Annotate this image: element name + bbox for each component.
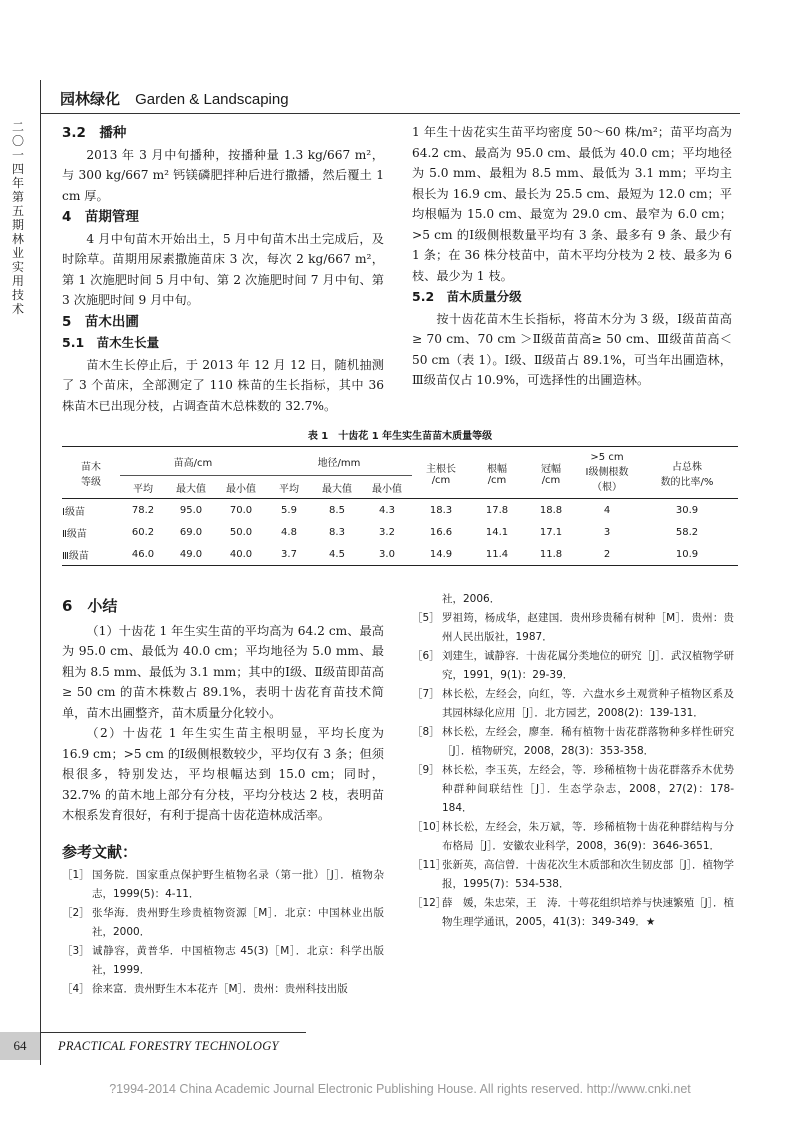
reference-item [62,980,384,999]
growth-stats-text: 1 年生十齿花实生苗平均密度 50～60 株/m²；苗平均高为 64.2 cm、最高为 95.0 cm、最低为 40.0 cm；平均地径为 5.0 mm、最粗为 8.5 mm、最低为 3.1 mm；平均主根长为 16.9 cm、最长为 25.5 cm、最短为 12.0 cm；平均根幅为 15.0 cm、最宽为 29.0 cm、最窄为 6.0 cm；>5 cm 的Ⅰ级侧根数量平均有 3 条、最多有 9 条、最少有 1 条；在 36 株分枝苗中，苗木平均分枝为 2 枝、最多为 6 枝、最少为 1 枝。 [412,125,732,283]
th-root-width: 根幅 /cm [487,463,507,486]
table-cell: 4.3 [379,504,395,516]
th-sub: 最大值 [176,483,206,495]
table-cell: 8.3 [329,526,345,538]
th-height: 苗高/cm [120,447,266,476]
reference-text: 国务院．国家重点保护野生植物名录（第一批）［J］．植物杂志，1999(5)：4-11． [92,869,384,900]
side-running-title: 二〇一四年第五期 林业实用技术 [11,120,37,316]
reference-item [412,590,734,609]
table-body [62,499,738,566]
th-sub: 最小值 [226,483,256,495]
section-3-2-text: 2013 年 3 月中旬播种，按播种量 1.3 kg/667 m²，与 300 kg/667 m² 钙镁磷肥拌种后进行撒播，然后覆土 1 cm 厚。 [62,147,384,203]
th-grade: 苗木 等级 [81,461,101,488]
th-sub: 平均 [279,483,299,495]
table-cell: 14.9 [429,548,453,560]
section-6-title: 6 小结 [62,597,118,615]
reference-item [412,856,734,894]
reference-number: ［8］ [412,726,440,738]
journal-title-cn: 园林绿化 [60,90,121,108]
table-cell: 4 [603,504,611,516]
th-main-root: 主根长 /cm [426,463,456,486]
table-cell: 70.0 [229,504,253,516]
references-title: 参考文献： [62,842,138,861]
table-cell: 16.6 [429,526,453,538]
table-cell: 30.9 [675,504,699,516]
table-cell: 18.8 [539,504,563,516]
reference-number: ［11］ [412,859,447,871]
reference-text: 张华海．贵州野生珍贵植物资源［M］．北京：中国林业出版社，2000． [92,907,384,938]
section-5-2-title: 5.2 苗木质量分级 [412,289,522,304]
table-cell: 40.0 [229,548,253,560]
reference-number: ［6］ [412,650,440,662]
table-cell: 46.0 [131,548,155,560]
section-3-2-title: 3.2 播种 [62,125,127,141]
table-cell: 3 [603,526,611,538]
quality-grade-table [62,446,738,566]
reference-text: 林长松，左经会，向红，等．六盘水乡土观赏种子植物区系及其园林绿化应用［J］．北方园艺，2008(2)：139-131． [442,688,734,719]
section-4-title: 4 苗期管理 [62,209,139,225]
references-right [412,590,734,932]
footer-rule [40,1032,306,1033]
table-row [62,499,738,522]
reference-item [62,866,384,904]
reference-item [62,942,384,980]
table-cell: 4.5 [329,548,345,560]
table-cell: 60.2 [131,526,155,538]
table-cell: 2 [603,548,611,560]
table-cell: 17.1 [539,526,563,538]
table-cell: Ⅱ级苗 [62,528,87,540]
summary-point-2: （2）十齿花 1 年生实生苗主根明显，平均长度为 16.9 cm；>5 cm 的Ⅰ级侧根数较少，平均仅有 3 条；但须根很多，特别发达，平均根幅达到 15.0 cm；同时，32.7% 的苗木地上部分有分枝，平均分枝达 2 枝，表明苗木根系发育很好，有利于提高十齿花造林成活率。 [62,726,384,822]
section-5-2-text: 按十齿花苗木生长指标，将苗木分为 3 级，Ⅰ级苗苗高≥ 70 cm、70 cm ＞Ⅱ级苗苗高≥ 50 cm、Ⅲ级苗苗高＜50 cm（表 1）。Ⅰ级、Ⅱ级苗占 89.1%，可当年出圃造林，Ⅲ级苗仅占 10.9%，可选择性的出圃造林。 [412,311,732,387]
reference-item [412,609,734,647]
table-cell: 3.7 [281,548,297,560]
reference-text: 林长松，左经会，朱万斌，等．珍稀植物十齿花种群结构与分布格局［J］．安徽农业科学，2008，36(9)：3646-3651． [442,821,734,852]
reference-text: 诚静容，黄普华．中国植物志 45(3)［M］．北京：科学出版社，1999． [92,945,384,976]
summary-column [62,592,384,999]
table-cell: 50.0 [229,526,253,538]
reference-text: 张新英，高信曾．十齿花次生木质部和次生韧皮部［J］．植物学报，1995(7)：534-538． [442,859,734,890]
reference-text: 林长松，李玉英，左经会，等．珍稀植物十齿花群落乔木优势种群种间联结性［J］．生态学杂志，2008，27(2)：178-184． [442,764,734,814]
reference-item [412,647,734,685]
table-cell: 5.9 [281,504,297,516]
table-row [62,543,738,566]
summary-point-1: （1）十齿花 1 年生实生苗的平均高为 64.2 cm、最高为 95.0 cm、最低为 40.0 cm；平均地径为 5.0 mm、最粗为 8.5 mm、最低为 3.1 mm；其中的Ⅰ级、Ⅱ级苗即苗高≥ 50 cm 的苗木株数占 89.1%，表明十齿花育苗技术简单，苗木出圃整齐，苗木质量分化较小。 [62,623,384,720]
reference-item [412,685,734,723]
reference-number: ［4］ [62,983,90,995]
reference-text: 罗祖筠，杨成华，赵建国．贵州珍贵稀有树种［M］．贵州：贵州人民出版社，1987． [442,612,734,643]
reference-text: 徐来富．贵州野生木本花卉［M］．贵州：贵州科技出版 [92,983,348,995]
th-sub: 最小值 [372,483,402,495]
th-lateral-roots: >5 cm Ⅰ级侧根数 （根） [585,452,629,493]
left-margin-rule [40,80,41,1065]
reference-text: 社，2006． [442,593,501,605]
table-cell: 69.0 [179,526,203,538]
page-number: 64 [0,1032,40,1060]
table-cell: Ⅲ级苗 [62,550,89,562]
reference-text: 林长松，左经会，廖奎．稀有植物十齿花群落物种多样性研究［J］．植物研究，2008，28(3)：353-358． [442,726,734,757]
references-left [62,866,384,999]
table-cell: 11.4 [485,548,509,560]
table-cell: 4.8 [281,526,297,538]
th-sub: 平均 [133,483,153,495]
section-5-1-title: 5.1 苗木生长量 [62,335,160,350]
section-5-1-text: 苗木生长停止后，于 2013 年 12 月 12 日，随机抽测了 3 个苗床，全部测定了 110 株苗的生长指标，其中 36 株苗木已出现分枝，占调查苗木总株数的 32.7%。 [62,357,384,413]
references-right-column [412,590,734,932]
reference-number: ［9］ [412,764,440,776]
reference-item [412,894,734,932]
table-cell: 14.1 [485,526,509,538]
reference-number: ［7］ [412,688,440,700]
left-column [62,122,384,416]
table-cell: 11.8 [539,548,563,560]
running-header [60,88,289,109]
copyright-line: ?1994-2014 China Academic Journal Electronic Publishing House. All rights reserved. http://www.cnki.net [109,1082,691,1096]
table-cell: 58.2 [675,526,699,538]
table-cell: Ⅰ级苗 [62,506,85,518]
reference-number: ［1］ [62,869,90,881]
reference-item [412,818,734,856]
table-cell: 10.9 [675,548,699,560]
table-cell: 18.3 [429,504,453,516]
reference-number: ［12］ [412,897,447,909]
table-cell: 17.8 [485,504,509,516]
reference-number: ［10］ [412,821,447,833]
table-cell: 78.2 [131,504,155,516]
table-cell: 49.0 [179,548,203,560]
reference-number: ［3］ [62,945,90,957]
reference-item [412,723,734,761]
right-column [412,122,732,391]
section-4-text: 4 月中旬苗木开始出土，5 月中旬苗木出土完成后，及时除草。苗期用尿素撒施苗床 3 次，每次 2 kg/667 m²，第 1 次施肥时间 5 月中旬、第 2 次施肥时间 7 月中旬、第 3 次施肥时间 9 月中旬。 [62,231,384,307]
th-sub: 最大值 [322,483,352,495]
table-row [62,521,738,543]
journal-name-footer: PRACTICAL FORESTRY TECHNOLOGY [58,1039,279,1053]
table-cell: 8.5 [329,504,345,516]
table-cell: 3.2 [379,526,395,538]
table-cell: 95.0 [179,504,203,516]
reference-number: ［2］ [62,907,90,919]
header-rule [40,113,740,114]
table-cell: 3.0 [379,548,395,560]
reference-text: 薛 媛，朱忠荣，王 涛．十萼花组织培养与快速繁殖［J］．植物生理学通讯，2005，41(3)：349-349．★ [442,897,734,928]
reference-text: 刘建生，诚静容．十齿花属分类地位的研究［J］．武汉植物学研究，1991，9(1)：29-39． [442,650,734,681]
reference-item [62,904,384,942]
section-5-title: 5 苗木出圃 [62,313,139,330]
table-caption: 表 1 十齿花 1 年生实生苗苗木质量等级 [307,431,493,442]
th-diameter: 地径/mm [266,447,412,476]
journal-title-en: Garden & Landscaping [135,91,289,108]
reference-item [412,761,734,818]
th-crown: 冠幅 /cm [541,463,561,486]
th-ratio: 占总株 数的比率/% [660,461,714,488]
reference-number [412,590,442,609]
reference-number: ［5］ [412,612,440,624]
